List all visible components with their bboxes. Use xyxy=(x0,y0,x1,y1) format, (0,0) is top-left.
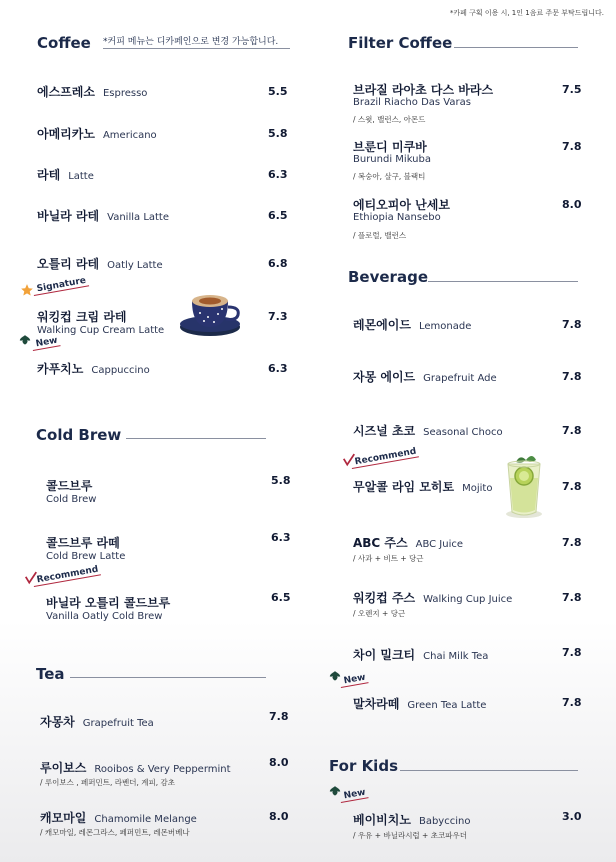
signature-badge: Signature xyxy=(32,275,89,296)
price-seasonal-choco: 7.8 xyxy=(562,424,582,437)
price-vanilla-latte: 6.5 xyxy=(268,209,288,222)
price-brazil: 7.5 xyxy=(562,83,582,96)
coffee-divider xyxy=(103,48,290,49)
menu-item-chai-milk-tea: 차이 밀크티 Chai Milk Tea xyxy=(353,648,489,662)
abc-juice-description: / 사과 + 비트 + 당근 xyxy=(353,554,424,563)
price-green-tea-latte: 7.8 xyxy=(562,696,582,709)
menu-item-ethiopia-en: Ethiopia Nansebo xyxy=(353,212,441,223)
menu-item-chamomile: 캐모마일 Chamomile Melange xyxy=(40,811,197,825)
menu-item-brazil-en: Brazil Riacho Das Varas xyxy=(353,97,471,108)
price-lemonade: 7.8 xyxy=(562,318,582,331)
menu-item-vanilla-oatly-cold-brew: 바닐라 오틀리 콜드브루 xyxy=(46,596,171,610)
price-grapefruit-ade: 7.8 xyxy=(562,370,582,383)
menu-item-walking-cup-cream-latte: 워킹컵 크림 라테 xyxy=(37,310,127,324)
menu-item-grapefruit-tea: 자몽차 Grapefruit Tea xyxy=(40,715,154,729)
filter-coffee-divider xyxy=(454,47,578,48)
menu-item-brazil: 브라질 라아초 다스 바라스 xyxy=(353,83,494,97)
menu-item-ethiopia: 에티오피아 난세보 xyxy=(353,198,450,212)
menu-item-walking-cup-cream-latte-en: Walking Cup Cream Latte xyxy=(37,325,165,336)
menu-item-espresso: 에스프레소 Espresso xyxy=(37,85,148,99)
menu-item-grapefruit-ade: 자몽 에이드 Grapefruit Ade xyxy=(353,370,497,384)
price-grapefruit-tea: 7.8 xyxy=(269,710,289,723)
menu-item-rooibos: 루이보스 Rooibos & Very Peppermint xyxy=(40,761,231,775)
new-badge-cappuccino: New xyxy=(31,335,60,351)
mojito-glass-image xyxy=(500,452,548,520)
top-note: *카페 구획 이용 시, 1인 1음료 주문 부탁드립니다. xyxy=(449,9,604,17)
price-walking-cup-juice: 7.8 xyxy=(562,591,582,604)
price-rooibos: 8.0 xyxy=(269,756,289,769)
menu-item-vanilla-oatly-cold-brew-en: Vanilla Oatly Cold Brew xyxy=(46,611,163,622)
cold-brew-title: Cold Brew xyxy=(36,426,122,444)
tea-divider xyxy=(70,677,266,678)
menu-item-cold-brew-latte: 콜드브루 라떼 xyxy=(46,536,120,550)
price-oatly-latte: 6.8 xyxy=(268,257,288,270)
tea-title: Tea xyxy=(36,665,65,683)
price-burundi: 7.8 xyxy=(562,140,582,153)
menu-item-cold-brew-en: Cold Brew xyxy=(46,494,97,505)
walking-cup-juice-description: / 오렌지 + 당근 xyxy=(353,609,406,618)
brazil-description: / 스윗, 밸런스, 아몬드 xyxy=(353,115,426,124)
menu-item-burundi: 브룬디 미쿠바 xyxy=(353,140,427,154)
price-americano: 5.8 xyxy=(268,127,288,140)
leaf-icon xyxy=(18,334,32,348)
beverage-divider xyxy=(428,281,578,282)
babyccino-description: / 우유 + 바닐라시럽 + 초코파우더 xyxy=(353,831,467,840)
price-babyccino: 3.0 xyxy=(562,810,582,823)
ethiopia-description: / 플로럴, 밸런스 xyxy=(353,231,407,240)
menu-item-oatly-latte: 오틀리 라테 Oatly Latte xyxy=(37,257,163,271)
price-cappuccino: 6.3 xyxy=(268,362,288,375)
rooibos-description: / 루이보스 , 페퍼민트, 라벤더, 계피, 감초 xyxy=(40,778,176,787)
price-vanilla-oatly-cold-brew: 6.5 xyxy=(271,591,291,604)
recommend-badge-cold-brew: Recommend xyxy=(32,564,101,587)
menu-item-cold-brew-latte-en: Cold Brew Latte xyxy=(46,551,126,562)
coffee-title: Coffee xyxy=(37,34,91,52)
menu-item-mojito: 무알콜 라임 모히토 Mojito xyxy=(353,480,493,494)
price-abc-juice: 7.8 xyxy=(562,536,582,549)
cold-brew-divider xyxy=(126,438,266,439)
menu-item-americano: 아메리카노 Americano xyxy=(37,127,157,141)
menu-item-latte: 라테 Latte xyxy=(37,168,94,182)
menu-item-lemonade: 레몬에이드 Lemonade xyxy=(353,318,472,332)
beverage-title: Beverage xyxy=(348,268,428,286)
menu-item-babyccino: 베이비치노 Babyccino xyxy=(353,813,471,827)
menu-item-vanilla-latte: 바닐라 라테 Vanilla Latte xyxy=(37,209,170,223)
menu-item-abc-juice: ABC 주스 ABC Juice xyxy=(353,536,464,550)
recommend-badge-mojito: Recommend xyxy=(350,446,419,469)
menu-item-burundi-en: Burundi Mikuba xyxy=(353,154,431,165)
menu-item-green-tea-latte: 말차라떼 Green Tea Latte xyxy=(353,697,487,711)
price-walking-cup-cream-latte: 7.3 xyxy=(268,310,288,323)
new-badge-green-tea-latte: New xyxy=(339,672,368,688)
price-mojito: 7.8 xyxy=(562,480,582,493)
price-latte: 6.3 xyxy=(268,168,288,181)
menu-item-cappuccino: 카푸치노 Cappuccino xyxy=(37,362,150,376)
price-chamomile: 8.0 xyxy=(269,810,289,823)
chamomile-description: / 캐모마일, 레몬그라스, 페퍼민트, 레몬버베나 xyxy=(40,828,190,837)
price-cold-brew-latte: 6.3 xyxy=(271,531,291,544)
price-cold-brew: 5.8 xyxy=(271,474,291,487)
price-chai-milk-tea: 7.8 xyxy=(562,646,582,659)
price-ethiopia: 8.0 xyxy=(562,198,582,211)
menu-item-cold-brew: 콜드브루 xyxy=(46,479,93,493)
coffee-note: *커피 메뉴는 디카페인으로 변경 가능합니다. xyxy=(103,37,279,47)
for-kids-title: For Kids xyxy=(329,757,398,775)
coffee-cup-image xyxy=(178,287,248,339)
menu-item-seasonal-choco: 시즈널 초코 Seasonal Choco xyxy=(353,424,503,438)
burundi-description: / 복숭아, 살구, 블랙티 xyxy=(353,172,426,181)
menu-item-walking-cup-juice: 워킹컵 주스 Walking Cup Juice xyxy=(353,591,513,605)
new-badge-babyccino: New xyxy=(339,787,368,803)
filter-coffee-title: Filter Coffee xyxy=(348,34,453,52)
price-espresso: 5.5 xyxy=(268,85,288,98)
for-kids-divider xyxy=(400,770,578,771)
